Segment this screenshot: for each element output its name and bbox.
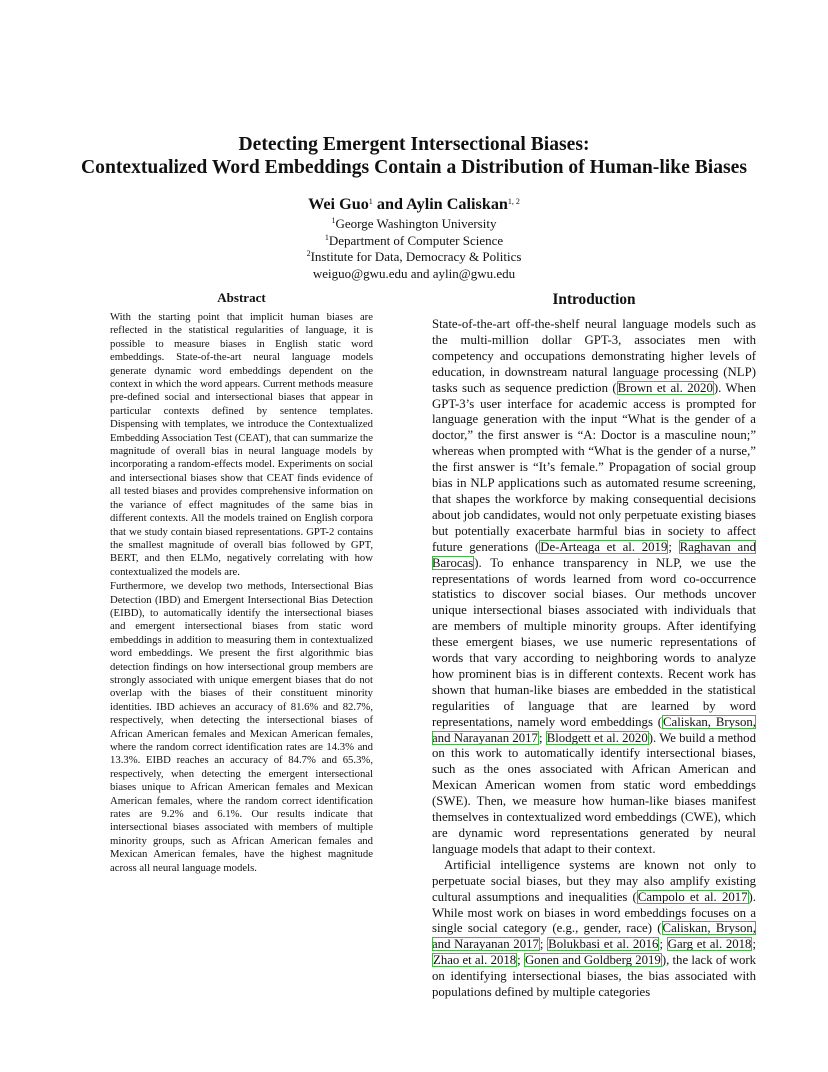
body-text: ; [538,730,546,745]
author-name: Aylin Caliskan [406,195,508,213]
author-list [60,194,768,214]
citation-link[interactable]: De-Arteaga et al. 2019 [540,539,668,554]
title-block [60,133,768,282]
body-paragraph [432,858,756,1001]
affiliation [60,249,768,266]
body-text: ), the lack of work on identifying intersectional biases, the bias associated with populations defined by multiple categories [432,953,756,1000]
citation-link[interactable]: Zhao et al. 2018 [433,953,517,968]
title-line-2: Contextualized Word Embeddings Contain a Distribution of Human-like Biases [81,157,747,178]
body-text: ; [752,937,757,952]
citation-link[interactable]: Blodgett et al. 2020 [546,730,648,745]
abstract-column [110,290,373,875]
body-text: ; [668,539,679,554]
author-name: Wei Guo [308,195,369,213]
author-separator: and [372,195,407,213]
abstract-paragraph: Furthermore, we develop two methods, Intersectional Bias Detection (IBD) and Emergent Intersectional Bias Detection (EIBD), to automatically identify the intersectional biases and emergent intersectional biases from static word embeddings in addition to measuring them in contextualized word embeddings. We present the first algorithmic bias detection findings on how intersectional group members are strongly associated with unique emergent biases that do not overlap with the biases of their constituent minority identities. IBD achieves an accuracy of 81.6% and 82.7%, respectively, when detecting the intersectional biases of African American females and Mexican American females, where the random correct identification rates are 14.3% and 13.3%. EIBD reaches an accuracy of 84.7% and 65.3%, respectively, when detecting the emergent intersectional biases unique to African American females and Mexican American females, where the random correct identification rates are 9.2% and 6.1%. Our results indicate that intersectional biases associated with members of multiple minority groups, such as African American females and Mexican American females, have the highest magnitude across all neural language models. [110,580,373,874]
abstract-heading: Abstract [217,290,266,305]
body-text: ; [517,953,524,968]
affiliation-text: George Washington University [335,216,497,231]
body-paragraph [432,317,756,858]
citation-link[interactable]: Caliskan, Bryson, and Narayanan 2017 [432,714,756,745]
abstract-paragraph: With the starting point that implicit human biases are reflected in the statistical regularities of language, it is possible to measure biases in English static word embeddings. State-of-the-art neural language models generate dynamic word embeddings dependent on the context in which the word appears. Current methods measure pre-defined social and intersectional biases that appear in particular contexts defined by sentence templates. Dispensing with templates, we introduce the Contextualized Embedding Association Test (CEAT), that can summarize the magnitude of overall bias in neural language models by incorporating a random-effects model. Experiments on social and intersectional biases show that CEAT finds evidence of all tested biases and provides comprehensive information on the variance of effect magnitudes of the same bias in different contexts. All the models trained on English corpora that we study contain biased representations. GPT-2 contains the smallest magnitude of overall bias followed by GPT, BERT, and then ELMo, negatively correlating with how contextualized the models are. [110,311,373,578]
affiliation-mark: 2 [306,249,311,258]
affiliation-mark: 1 [331,216,336,225]
introduction-column [432,291,756,1001]
citation-link[interactable]: Brown et al. 2020 [617,380,713,395]
citation-link[interactable]: Gonen and Goldberg 2019 [524,953,661,968]
affiliation [60,233,768,250]
body-text: State-of-the-art off-the-shelf neural language models such as the multi-million dollar GPT-3, associates men with competency and occupations demonstrating higher levels of education, in downstream natural language processing (NLP) tasks such as sequence prediction ( [432,317,756,395]
body-text: ). While most work on biases in word embeddings focuses on a single social category (e.g., gender, race) ( [432,889,757,936]
author-affiliation-mark: 1, 2 [507,197,520,206]
citation-link[interactable]: Campolo et al. 2017 [637,889,748,904]
author-emails: weiguo@gwu.edu and aylin@gwu.edu [312,265,516,281]
affiliation-text: Department of Computer Science [328,232,504,248]
body-text: ; [539,937,548,952]
citation-link[interactable]: Bolukbasi et al. 2016 [548,937,659,952]
affiliation [60,216,768,233]
citation-link[interactable]: Caliskan, Bryson, and Narayanan 2017 [432,921,756,952]
body-text: ; [659,937,667,952]
citation-link[interactable]: Garg et al. 2018 [667,937,752,952]
body-text: Artificial intelligence systems are known not only to perpetuate social biases, but they may also amplify existing cultural assumptions and inequalities ( [432,857,756,904]
title-line-1: Detecting Emergent Intersectional Biases: [238,134,590,155]
body-text: ). When GPT-3’s user interface for academic access is prompted for language generation with the input “What is the gender of a doctor,” the first answer is “A: Doctor is a masculine noun;” whereas when prompted with “What is the gender of a nurse,” the first answer is “It’s female.” Propagation of social group bias in NLP applications such as automated resume screening, that shapes the workforce by making consequential decisions about job candidates, would not only perpetuate existing biases but potentially exacerbate harmful bias in society to affect future generations ( [432,380,757,554]
author-affiliation-mark: 1 [368,197,373,206]
affiliation-text: Institute for Data, Democracy & Politics [310,249,522,264]
paper-title [60,133,768,179]
body-text: ). To enhance transparency in NLP, we use the representations of words learned from word co-occurrence statistics to discover social biases. Our methods uncover unique intersectional biases associated with individuals that are members of multiple minority groups. After identifying these emergent biases, we use numeric representations of words that vary according to neighboring words to analyze how prominent bias is in different contexts. Recent work has shown that human-like biases are embedded in the statistical regularities of language that are learned by word representations, namely word embeddings ( [432,555,756,729]
citation-link[interactable]: Raghavan and Barocas [432,539,757,570]
body-text: ). We build a method on this work to automatically identify intersectional biases, such as the ones associated with African American and Mexican American women from static word embeddings (SWE). Then, we measure how human-like biases manifest themselves in contextualized word embeddings (CWE), which are dynamic word representations generated by neural language models that adapt to their context. [432,730,756,856]
affiliations [60,216,768,282]
introduction-heading: Introduction [552,291,636,308]
affiliation-mark: 1 [324,232,329,242]
